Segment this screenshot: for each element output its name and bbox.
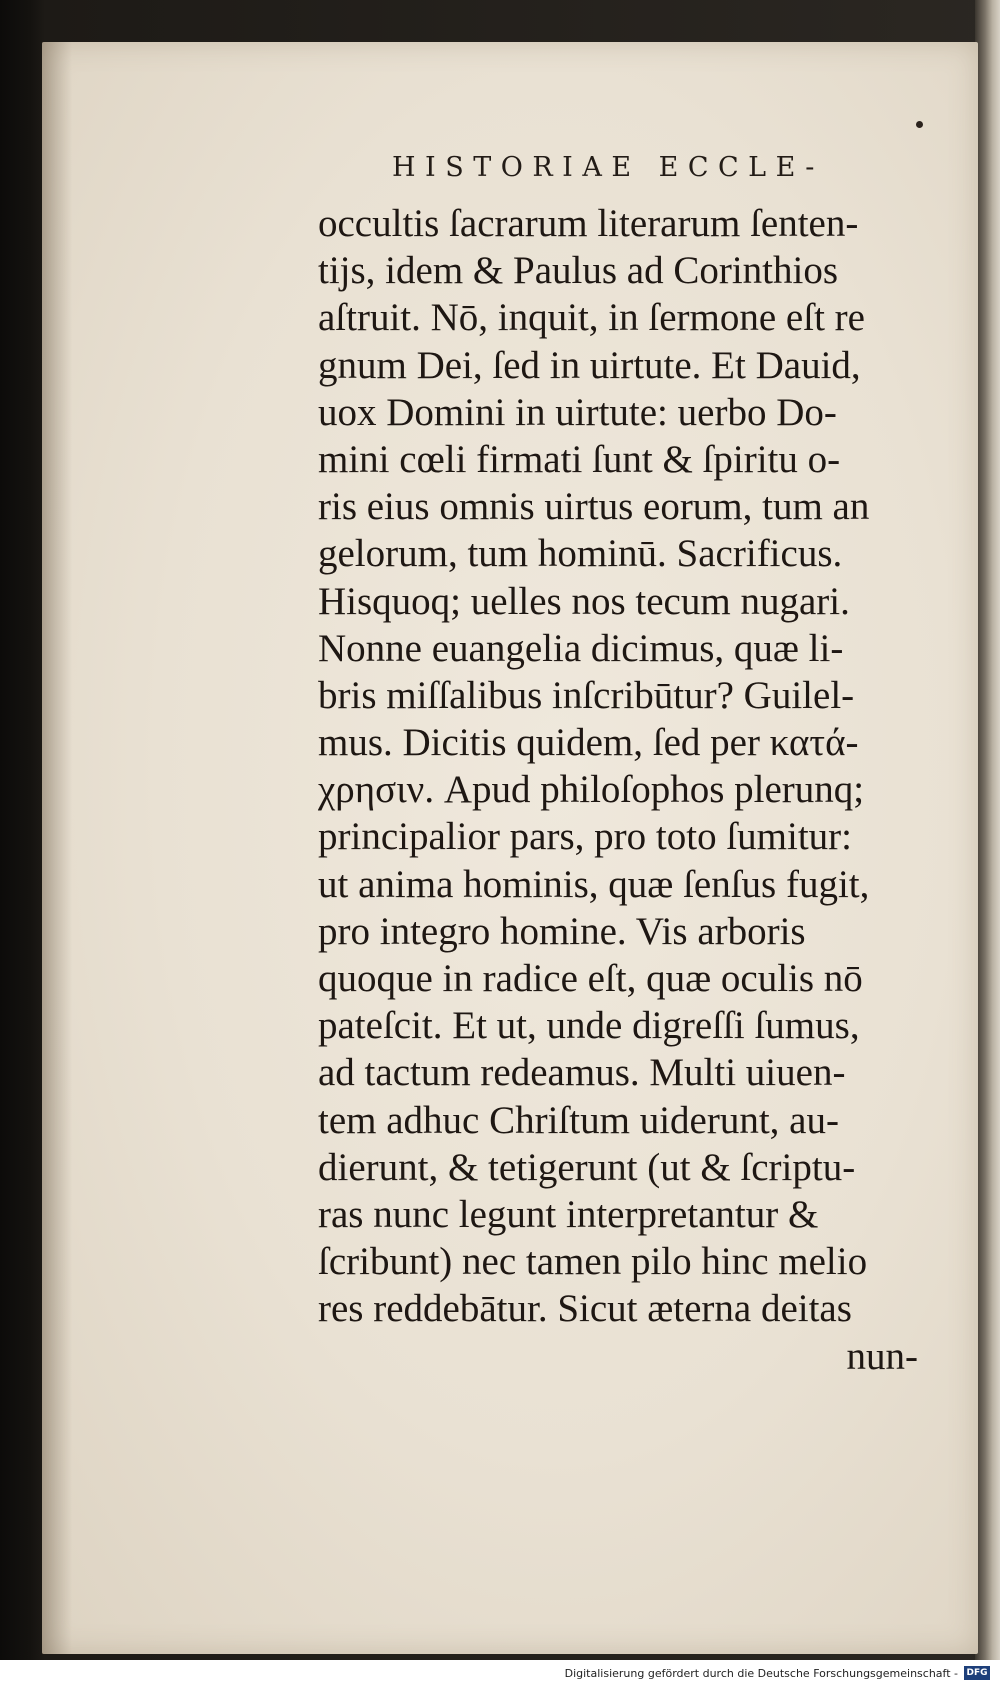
dfg-logo: DFG: [964, 1666, 990, 1680]
text-line: Hisquoq; uelles nos tecum nugari.: [318, 579, 850, 623]
text-line: ut anima hominis, quæ ſenſus fugit,: [318, 862, 870, 906]
text-line: gelorum, tum hominū. Sacrificus.: [318, 532, 843, 576]
text-line: principalior pars, pro toto ſumitur:: [318, 815, 852, 859]
text-line: mini cœli firmati ſunt & ſpiritu o-: [318, 437, 841, 481]
text-line: mus. Dicitis quidem, ſed per κατά-: [318, 721, 859, 765]
text-line: pro integro homine. Vis arboris: [318, 909, 806, 953]
text-line: χρησιν. Apud philoſophos plerunq;: [318, 768, 865, 812]
text-line: occultis ſacrarum literarum ſenten-: [318, 202, 859, 245]
text-line: gnum Dei, ſed in uirtute. Et Dauid,: [318, 343, 861, 387]
facing-page-edge: [975, 0, 1000, 1660]
text-line: tem adhuc Chriſtum uiderunt, au-: [318, 1098, 839, 1142]
text-line: tijs, idem & Paulus ad Corinthios: [318, 249, 839, 293]
text-line: ſcribunt) nec tamen pilo hinc melio: [318, 1240, 868, 1284]
text-line: uox Domini in uirtute: uerbo Do-: [318, 390, 837, 434]
text-line: pateſcit. Et ut, unde digreſſi ſumus,: [318, 1004, 860, 1048]
text-line: aſtruit. Nō, inquit, in ſermone eſt re: [318, 296, 865, 340]
catchword: nun-: [846, 1334, 918, 1378]
gutter-shadow: [42, 42, 72, 1654]
running-head: HISTORIAE ECCLE-: [392, 152, 824, 183]
text-line: ad tactum redeamus. Multi uiuen-: [318, 1051, 846, 1095]
text-line: bris miſſalibus inſcribūtur? Guilel-: [318, 673, 855, 717]
text-line: ris eius omnis uirtus eorum, tum an: [318, 485, 870, 529]
text-line: res reddebātur. Sicut æterna deitas: [318, 1287, 852, 1331]
text-line: dierunt, & tetigerunt (ut & ſcriptu-: [318, 1145, 856, 1189]
body-text: [318, 200, 958, 1380]
text-line: quoque in radice eſt, quæ oculis nō: [318, 957, 863, 1000]
text-line: Nonne euangelia dicimus, quæ li-: [318, 626, 844, 670]
digitization-credit: Digitalisierung gefördert durch die Deutsche Forschungsgemeinschaft -: [564, 1667, 958, 1680]
ink-dot: [916, 121, 923, 128]
text-line: ras nunc legunt interpretantur &: [318, 1192, 819, 1236]
